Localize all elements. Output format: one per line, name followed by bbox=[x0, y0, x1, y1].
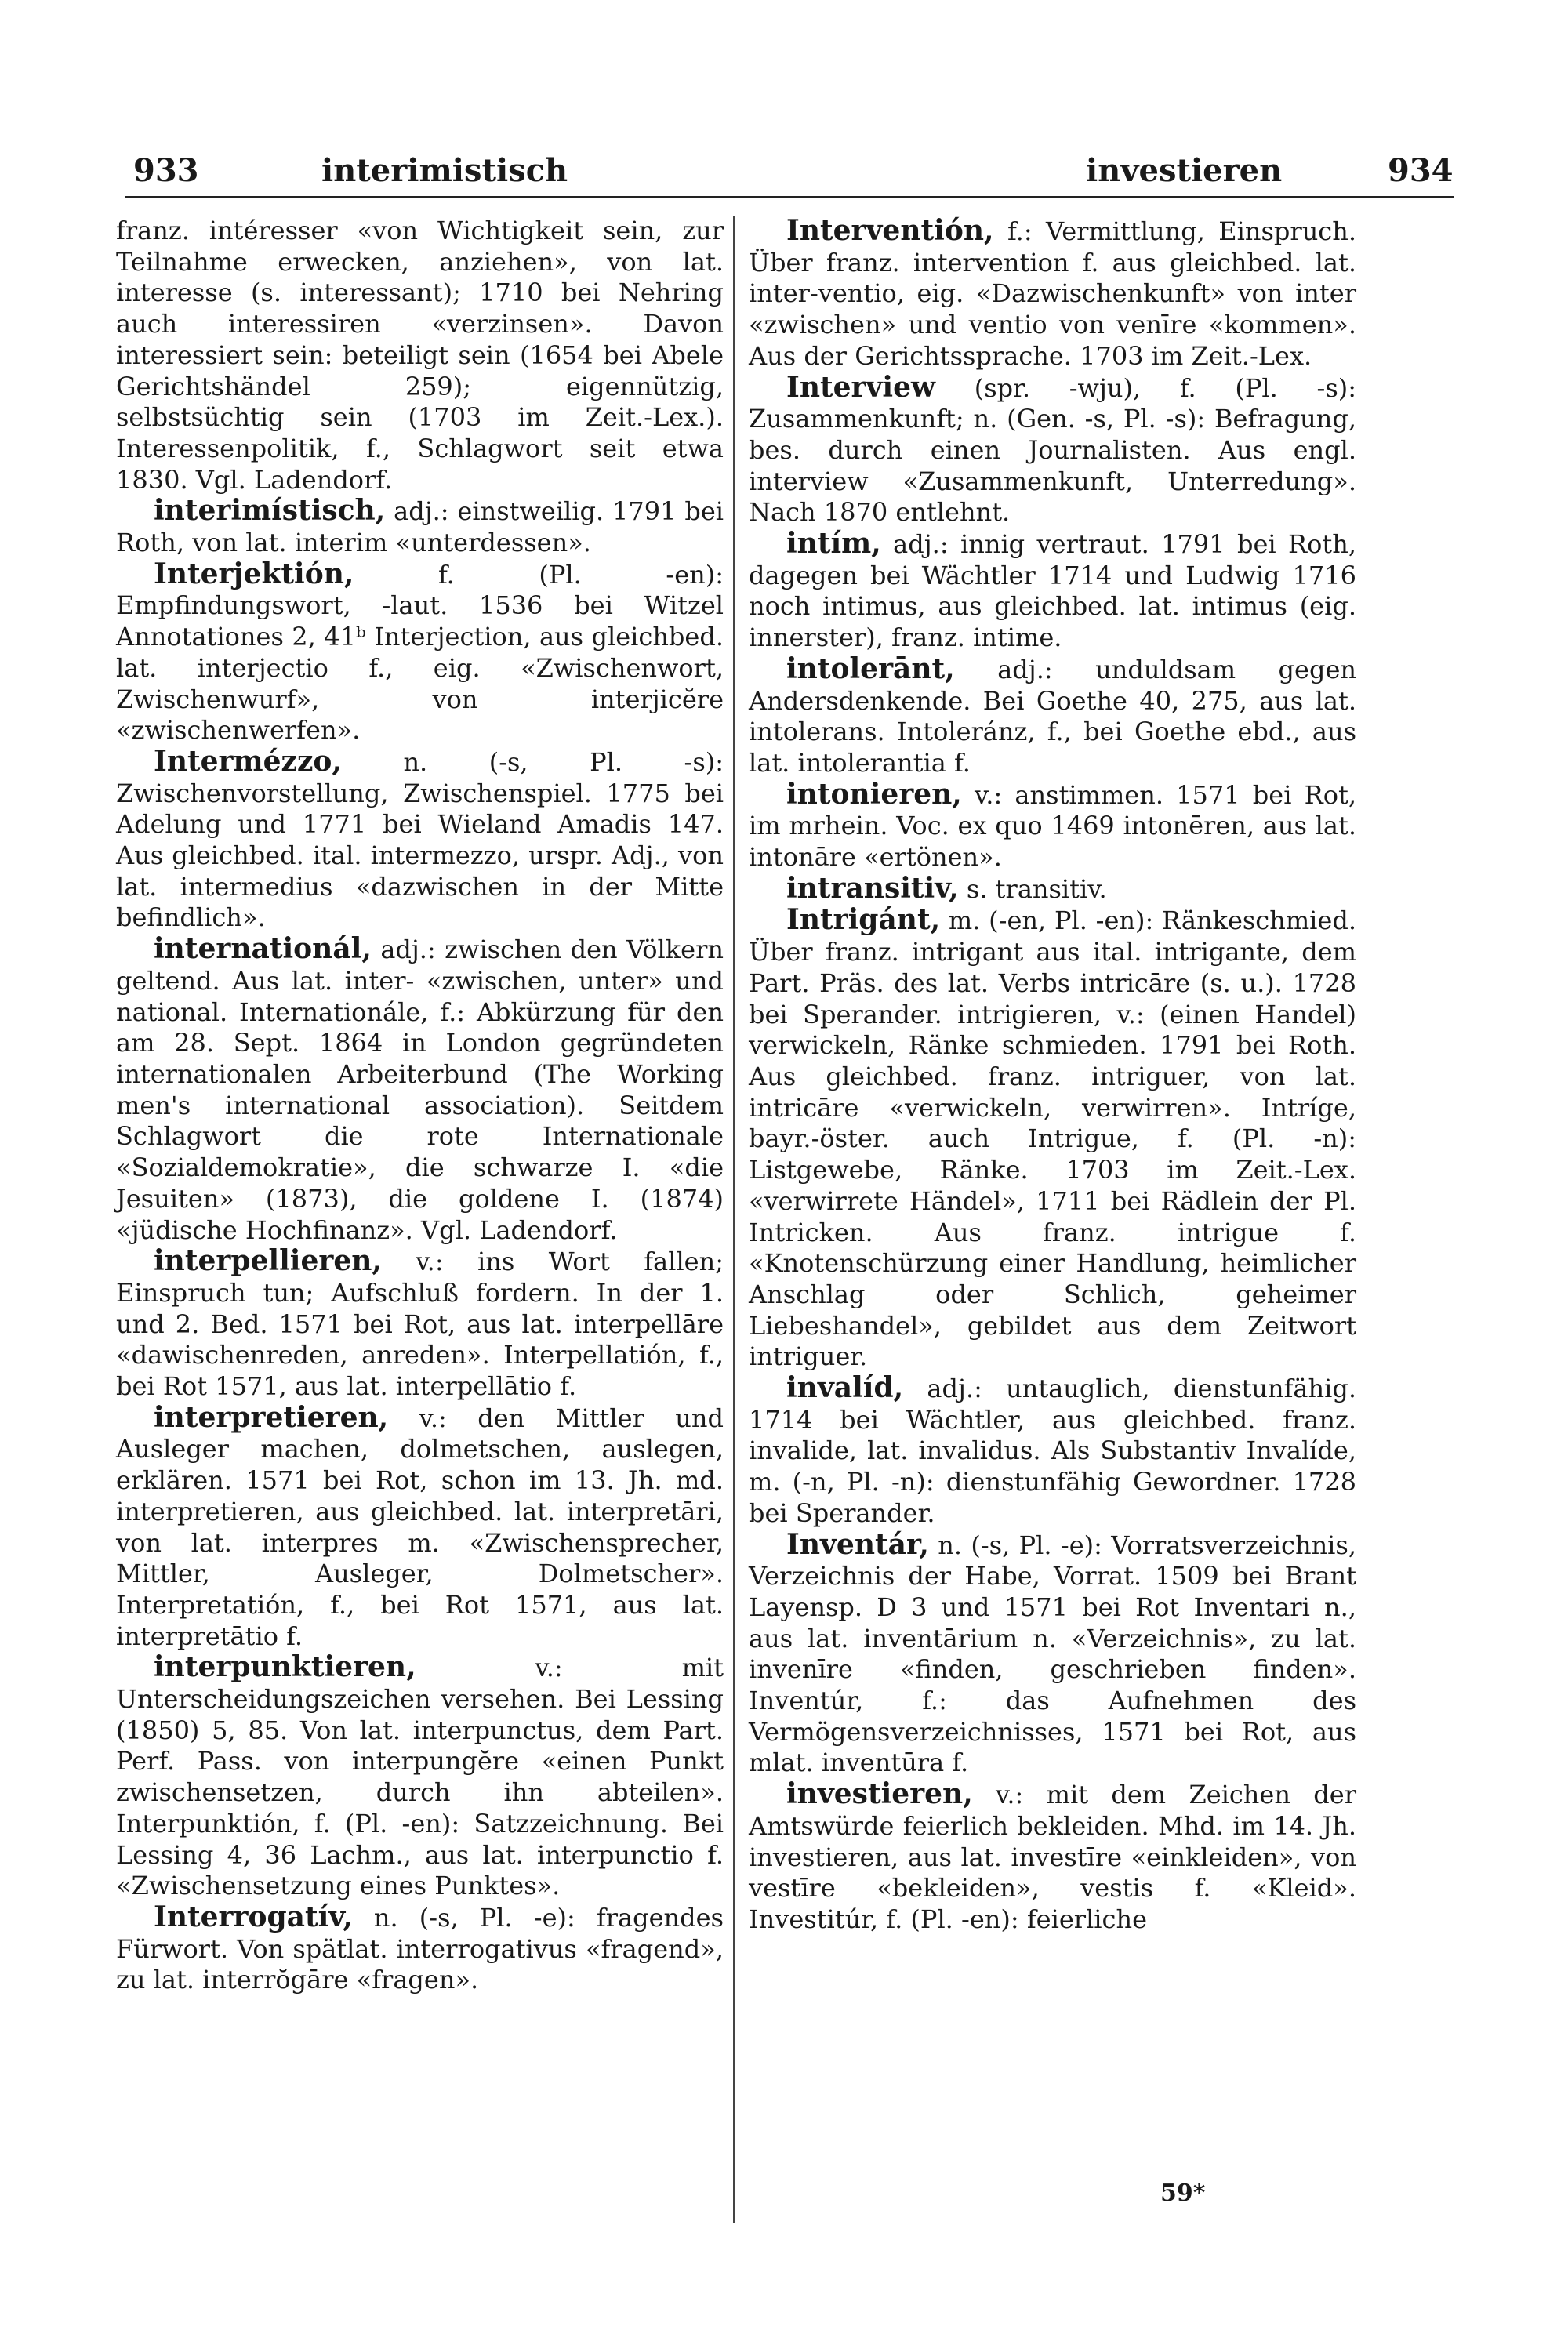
dictionary-entry bbox=[749, 216, 1356, 372]
dictionary-entry bbox=[749, 372, 1356, 529]
entry-text: v.: mit dem Zeichen der Amtswürde feierlich bekleiden. Mhd. im 14. Jh. investieren, aus lat. investīre «einkleiden», von vestīre «bekleiden», vestis f. «Kleid». Investitúr, f. (Pl. -en): feierliche bbox=[749, 1780, 1356, 1934]
page-number-right: 934 bbox=[1388, 152, 1454, 189]
entry-text: franz. intéresser «von Wichtigkeit sein, zur Teilnahme erwecken, anziehen», von lat. interesse (s. interessant); 1710 bei Nehring auch interessiren «verzinsen». Davon interessiert sein: beteiligt sein (1654 bei Abele Gerichtshändel 259); eigennützig, selbstsüchtig sein (1703 im Zeit.-Lex.). Interessenpolitik, f., Schlagwort seit etwa 1830. Vgl. Ladendorf. bbox=[116, 216, 724, 495]
entry-text: n. (-s, Pl. -e): fragendes Fürwort. Von spätlat. interrogativus «fragend», zu lat. interrŏgāre «fragen». bbox=[116, 1902, 724, 1995]
entry-headword: Interview bbox=[786, 370, 936, 404]
entry-text: adj.: untauglich, dienstunfähig. 1714 bei Wächtler, aus gleichbed. franz. invalide, lat. invalidus. Als Substantiv Invalíde, m. (-n, Pl. -n): dienstunfähig Gewordner. 1728 bei Sperander. bbox=[749, 1374, 1356, 1528]
entry-text: v.: mit Unterscheidungszeichen versehen. Bei Lessing (1850) 5, 85. Von lat. interpunctus, dem Part. Perf. Pass. von interpungĕre «einen Punkt zwischensetzen, durch ihn abteilen». Interpunktión, f. (Pl. -en): Satzzeichnung. Bei Lessing 4, 36 Lachm., aus lat. interpunctio f. «Zwischensetzung eines Punktes». bbox=[116, 1653, 724, 1901]
dictionary-entry bbox=[749, 905, 1356, 1373]
entry-text: n. (-s, Pl. -e): Vorratsverzeichnis, Verzeichnis der Habe, Vorrat. 1509 bei Brant Layensp. D 3 und 1571 bei Rot Inventari n., aus lat. inventārium n. «Verzeichnis», zu lat. invenīre «finden, geschrieben finden». Inventúr, f.: das Aufnehmen des Vermögensverzeichnisses, 1571 bei Rot, aus mlat. inventūra f. bbox=[749, 1530, 1356, 1778]
dictionary-entry bbox=[116, 1400, 724, 1653]
entry-headword: intransitiv, bbox=[786, 871, 959, 905]
entry-headword: interpretieren, bbox=[154, 1400, 389, 1434]
entry-headword: Interventión, bbox=[786, 214, 994, 247]
dictionary-entry bbox=[116, 216, 724, 495]
entry-text: adj.: zwischen den Völkern geltend. Aus lat. inter- «zwischen, unter» und national. Internationále, f.: Abkürzung für den am 28. Sept. 1864 in London gegründeten internationalen Arbeiterbund (The Working men's international association). Seitdem Schlagwort die rote Internationale «Sozialdemokratie», die schwarze I. «die Jesuiten» (1873), die goldene I. (1874) «jüdische Hochfinanz». Vgl. Ladendorf. bbox=[116, 935, 724, 1245]
entry-headword: investieren, bbox=[786, 1777, 973, 1811]
page-number-left: 933 bbox=[133, 152, 199, 189]
entry-headword: Intrigánt, bbox=[786, 903, 941, 937]
entry-headword: Interjektión, bbox=[154, 557, 354, 590]
dictionary-entry bbox=[116, 559, 724, 746]
entry-headword: Inventár, bbox=[786, 1527, 929, 1561]
entry-headword: internationál, bbox=[154, 932, 372, 966]
entry-headword: intím, bbox=[786, 527, 881, 561]
left-column bbox=[116, 216, 724, 1996]
entry-text: adj.: einstweilig. 1791 bei Roth, von lat. interim «unterdessen». bbox=[116, 496, 724, 558]
column-divider bbox=[733, 216, 735, 2223]
entry-headword: Intermézzo, bbox=[154, 744, 342, 778]
entry-text: n. (-s, Pl. -s): Zwischenvorstellung, Zwischenspiel. 1775 bei Adelung und 1771 bei Wieland Amadis 147. Aus gleichbed. ital. intermezzo, urspr. Adj., von lat. intermedius «dazwischen in der Mitte befindlich». bbox=[116, 746, 724, 933]
dictionary-entry bbox=[116, 1246, 724, 1403]
entry-headword: intonieren, bbox=[786, 777, 962, 811]
running-head-right: investieren bbox=[1086, 152, 1283, 189]
dictionary-entry bbox=[116, 746, 724, 934]
running-head-left: interimistisch bbox=[321, 152, 568, 189]
entry-headword: Interrogatív, bbox=[154, 1900, 353, 1933]
entry-text: (spr. -wju), f. (Pl. -s): Zusammenkunft; n. (Gen. -s, Pl. -s): Befragung, bes. durch einen Journalisten. Aus engl. interview «Zusammenkunft, Unterredung». Nach 1870 entlehnt. bbox=[749, 372, 1356, 528]
entry-text: f.: Vermittlung, Einspruch. Über franz. intervention f. aus gleichbed. lat. inter-ventio, eig. «Dazwischenkunft» von inter «zwischen» und ventio von venīre «kommen». Aus der Gerichtssprache. 1703 im Zeit.-Lex. bbox=[749, 216, 1356, 371]
dictionary-entry bbox=[749, 873, 1356, 906]
header-rule bbox=[125, 196, 1454, 198]
entry-text: m. (-en, Pl. -en): Ränkeschmied. Über franz. intrigant aus ital. intrigante, dem Part. Präs. des lat. Verbs intricāre (s. u.). 1728 bei Sperander. intrigieren, v.: (einen Handel) verwickeln, Ränke schmieden. 1791 bei Roth. Aus gleichbed. franz. intriguer, von lat. intricāre «verwickeln, verwirren». Intríge, bayr.-öster. auch Intrigue, f. (Pl. -n): Listgewebe, Ränke. 1703 im Zeit.-Lex. «verwirrete Händel», 1711 bei Rädlein der Pl. Intricken. Aus franz. intrigue f. «Knotenschürzung einer Handlung, heimlicher Anschlag oder Schlich, geheimer Liebeshandel», gebildet aus dem Zeitwort intriguer. bbox=[749, 906, 1356, 1372]
dictionary-entry bbox=[749, 779, 1356, 873]
entry-headword: intolerānt, bbox=[786, 652, 955, 685]
dictionary-entry bbox=[116, 1902, 724, 1996]
entry-text: v.: den Mittler und Ausleger machen, dolmetschen, auslegen, erklären. 1571 bei Rot, schon im 13. Jh. md. interpretieren, aus gleichbed. lat. interpretāri, von lat. interpres m. «Zwischensprecher, Mittler, Ausleger, Dolmetscher». Interpretatión, f., bei Rot 1571, aus lat. interpretātio f. bbox=[116, 1403, 724, 1651]
entry-text: f. (Pl. -en): Empfindungswort, -laut. 1536 bei Witzel Annotationes 2, 41ᵇ Interjection, aus gleichbed. lat. interjectio f., eig. «Zwischenwort, Zwischenwurf», von interjicĕre «zwischenwerfen». bbox=[116, 559, 724, 746]
dictionary-entry bbox=[116, 1652, 724, 1902]
dictionary-entry bbox=[749, 1779, 1356, 1936]
signature-mark: 59* bbox=[1160, 2180, 1206, 2207]
entry-headword: interimístisch, bbox=[154, 494, 386, 528]
entry-text: v.: ins Wort fallen; Einspruch tun; Aufschluß fordern. In der 1. und 2. Bed. 1571 bei Rot, aus lat. interpellāre «dawischenreden, anreden». Interpellatión, f., bei Rot 1571, aus lat. interpellātio f. bbox=[116, 1247, 724, 1402]
dictionary-entry bbox=[116, 934, 724, 1246]
entry-headword: interpunktieren, bbox=[154, 1650, 416, 1684]
dictionary-entry bbox=[749, 528, 1356, 654]
right-column bbox=[749, 216, 1356, 1936]
entry-headword: invalíd, bbox=[786, 1371, 904, 1405]
entry-text: adj.: innig vertraut. 1791 bei Roth, dagegen bei Wächtler 1714 und Ludwig 1716 noch intimus, aus gleichbed. lat. intimus (eig. innerster), franz. intime. bbox=[749, 529, 1356, 653]
dictionary-entry bbox=[749, 654, 1356, 779]
dictionary-entry bbox=[116, 495, 724, 558]
entry-text: v.: anstimmen. 1571 bei Rot, im mrhein. Voc. ex quo 1469 intonēren, aus lat. intonāre «ertönen». bbox=[749, 779, 1356, 873]
entry-text: s. transitiv. bbox=[958, 873, 1107, 904]
entry-headword: interpellieren, bbox=[154, 1244, 382, 1278]
dictionary-entry bbox=[749, 1373, 1356, 1530]
dictionary-entry bbox=[749, 1527, 1356, 1780]
entry-text: adj.: unduldsam gegen Andersdenkende. Bei Goethe 40, 275, aus lat. intolerans. Intoleránz, f., bei Goethe ebd., aus lat. intolerantia f. bbox=[749, 654, 1356, 778]
